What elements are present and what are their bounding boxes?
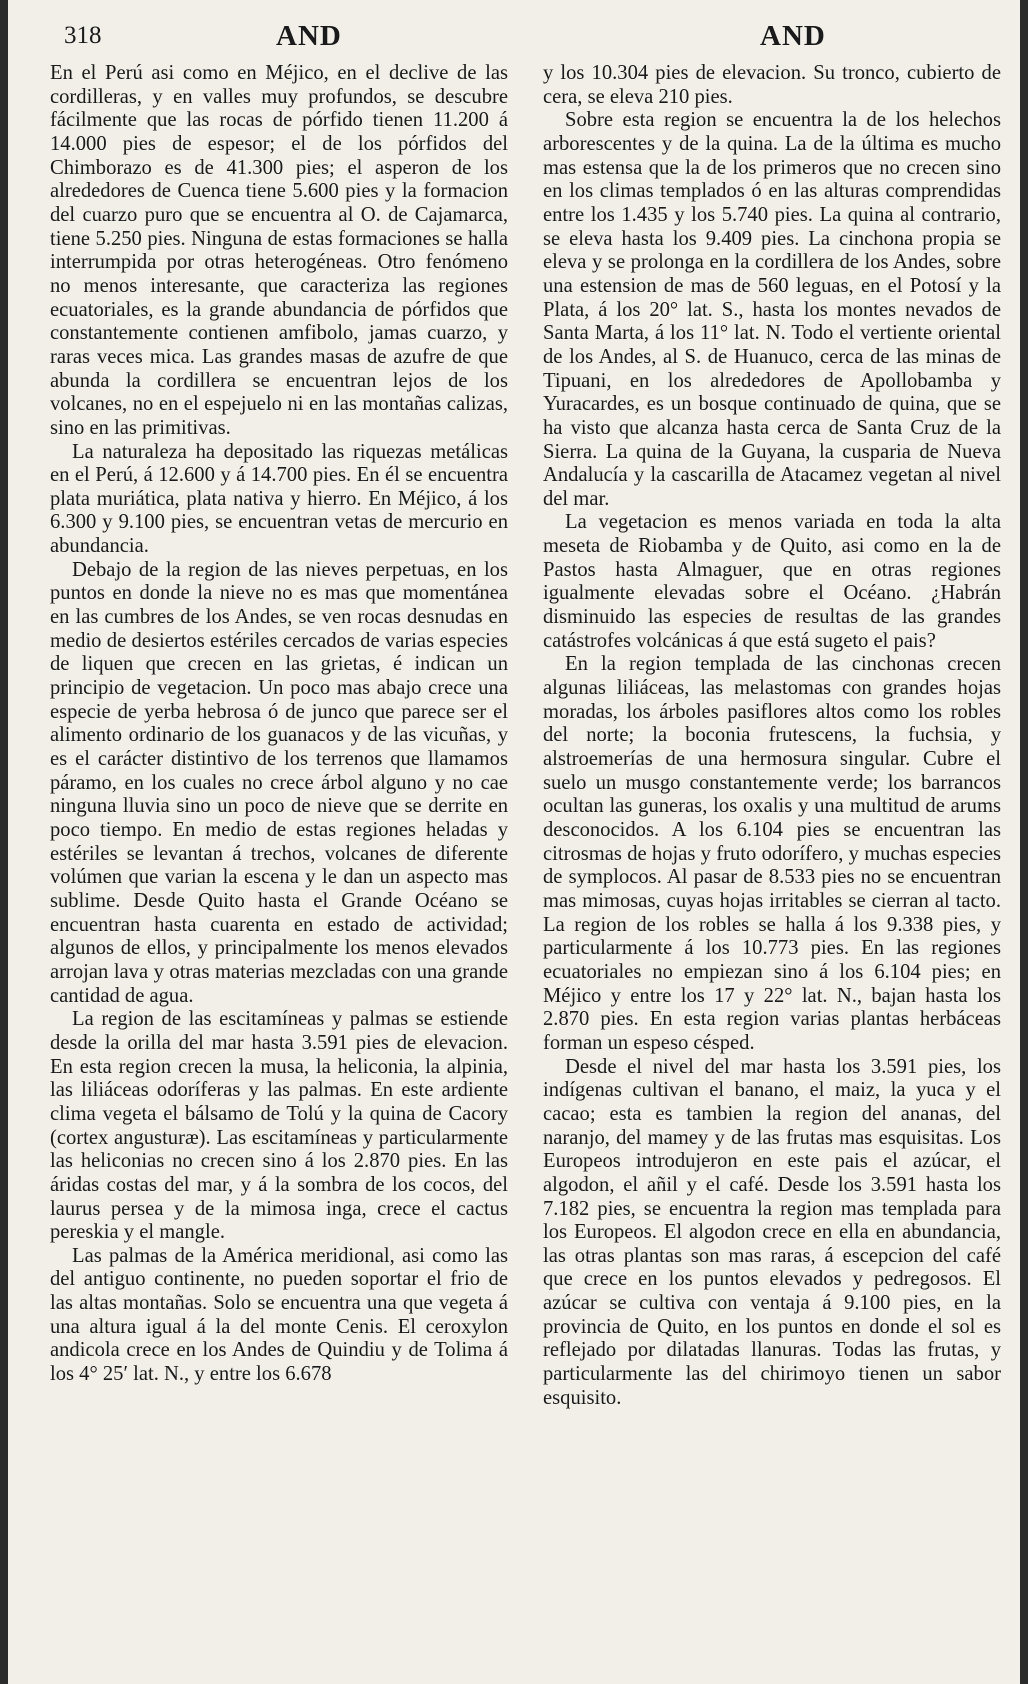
page-number: 318 — [64, 22, 102, 49]
running-head-right: AND — [760, 20, 826, 52]
right-column — [543, 62, 1001, 1410]
paragraph: La vegetacion es menos variada en toda la alta meseta de Riobamba y de Quito, asi como en la de Pastos hasta Almaguer, que en otras regiones igualmente elevadas sobre el Océano. ¿Habrán disminuido las especies de resultas de las grandes catástrofes volcánicas á que está sugeto el pais? — [543, 511, 1001, 652]
paragraph: y los 10.304 pies de elevacion. Su tronco, cubierto de cera, se eleva 210 pies. — [543, 62, 1001, 108]
paragraph: Sobre esta region se encuentra la de los helechos arborescentes y de la quina. La de la última es mucho mas estensa que la de los primeros que no crecen sino en los climas templados ó en las alturas comprendidas entre los 1.435 y los 5.740 pies. La quina al contrario, se eleva hasta los 9.409 pies. La cinchona propia se eleva y se prolonga en la cordillera de los Andes, sobre una estension de mas de 560 leguas, en el Potosí y la Plata, á los 20° lat. S., hasta los montes nevados de Santa Marta, á los 11° lat. N. Todo el vertiente oriental de los Andes, al S. de Huanuco, cerca de las minas de Tipuani, en los alrededores de Apollobamba y Yuracardes, es un bosque continuado de quina, que se ha visto que alcanza hasta cerca de Santa Cruz de la Sierra. La quina de la Guyana, la cusparia de Nueva Andalucía y la cascarilla de Atacamez vegetan al nivel del mar. — [543, 109, 1001, 510]
left-column — [50, 62, 508, 1387]
paragraph: Debajo de la region de las nieves perpetuas, en los puntos en donde la nieve no es mas que momentánea en las cumbres de los Andes, se ven rocas desnudas en medio de desiertos estériles cercados de varias especies de liquen que crecen en las grietas, é indican un principio de vegetacion. Un poco mas abajo crece una especie de yerba hebrosa ó de junco que parece ser el alimento ordinario de los guanacos y de las vicuñas, y es el carácter distintivo de los terrenos que llamamos páramo, en los cuales no crece árbol alguno y no cae ninguna lluvia sino un poco de nieve que se derrite en poco tiempo. En medio de estas regiones heladas y estériles se levantan á trechos, volcanes de diferente volúmen que varian la escena y le dan un aspecto mas sublime. Desde Quito hasta el Grande Océano se encuentran hasta cuarenta en estado de actividad; algunos de ellos, y principalmente los menos elevados arrojan lava y otras materias mezcladas con una grande cantidad de agua. — [50, 558, 508, 1007]
paragraph: La region de las escitamíneas y palmas se estiende desde la orilla del mar hasta 3.591 pies de elevacion. En esta region crecen la musa, la heliconia, la alpinia, las liliáceas odoríferas y las palmas. En este ardiente clima vegeta el bálsamo de Tolú y la quina de Cacory (cortex angusturæ). Las escitamíneas y particularmente las heliconias no crecen sino á los 2.870 pies. En las áridas costas del mar, y á la sombra de los cocos, del laurus persea y de la mimosa inga, crece el cactus pereskia y el mangle. — [50, 1008, 508, 1244]
paragraph: La naturaleza ha depositado las riquezas metálicas en el Perú, á 12.600 y á 14.700 pies. En él se encuentra plata muriática, plata nativa y hierro. En Méjico, á los 6.300 y 9.100 pies, se encuentran vetas de mercurio en abundancia. — [50, 440, 508, 558]
running-head-left: AND — [276, 20, 342, 52]
paragraph: En el Perú asi como en Méjico, en el declive de las cordilleras, y en valles muy profundos, se descubre fácilmente que las rocas de pórfido tienen 11.200 á 14.000 pies de espesor; el de los pórfidos del Chimborazo es de 41.300 pies; el asperon de los alrededores de Cuenca tiene 5.600 pies y la formacion del cuarzo puro que se encuentra al O. de Cajamarca, tiene 5.250 pies. Ninguna de estas formaciones se halla interrumpida por otras heterogéneas. Otro fenómeno no menos interesante, que caracteriza las regiones ecuatoriales, es la grande abundancia de pórfidos que constantemente contienen amfibolo, jamas cuarzo, y raras veces mica. Las grandes masas de azufre de que abunda la cordillera se encuentran lejos de los volcanes, no en el espejuelo ni en las montañas calizas, sino en las primitivas. — [50, 62, 508, 439]
paragraph: En la region templada de las cinchonas crecen algunas liliáceas, las melastomas con grandes hojas moradas, los árboles pasiflores altos como los robles del norte; la boconia frutescens, la fuchsia, y alstroemerías de una hermosura singular. Cubre el suelo un musgo constantemente verde; los barrancos ocultan las guneras, los oxalis y una multitud de arums desconocidos. A los 6.104 pies se encuentran las citrosmas de hojas y fruto odorífero, y muchas especies de symplocos. Al pasar de 8.533 pies no se encuentran mas mimosas, cuyas hojas irritables se cierran al tacto. La region de los robles se halla á los 9.338 pies, y particularmente á los 10.773 pies. En las regiones ecuatoriales no empiezan sino á los 6.104 pies; en Méjico y entre los 17 y 22° lat. N., bajan hasta los 2.870 pies. En esta region varias plantas herbáceas forman un espeso césped. — [543, 653, 1001, 1054]
paragraph: Las palmas de la América meridional, asi como las del antiguo continente, no pueden soportar el frio de las altas montañas. Solo se encuentra una que vegeta á una altura igual á la del monte Cenis. El ceroxylon andicola crece en los Andes de Quindiu y de Tolima á los 4° 25′ lat. N., y entre los 6.678 — [50, 1244, 508, 1386]
paragraph: Desde el nivel del mar hasta los 3.591 pies, los indígenas cultivan el banano, el maiz, la yuca y el cacao; esta es tambien la region del ananas, del naranjo, del mamey y de las frutas mas esquisitas. Los Europeos introdujeron en este pais el azúcar, el algodon, el añil y el café. Desde los 3.591 hasta los 7.182 pies, se encuentra la region mas templada para los Europeos. El algodon crece en ella en abundancia, las otras plantas son mas raras, á escepcion del café que crece en los puntos elevados y pedregosos. El azúcar se cultiva con ventaja á 9.100 pies, en la provincia de Quito, en los puntos en donde el sol es reflejado por dilatadas llanuras. Todas las frutas, y particularmente las del chirimoyo tienen un sabor esquisito. — [543, 1055, 1001, 1409]
book-page — [8, 0, 1020, 1684]
